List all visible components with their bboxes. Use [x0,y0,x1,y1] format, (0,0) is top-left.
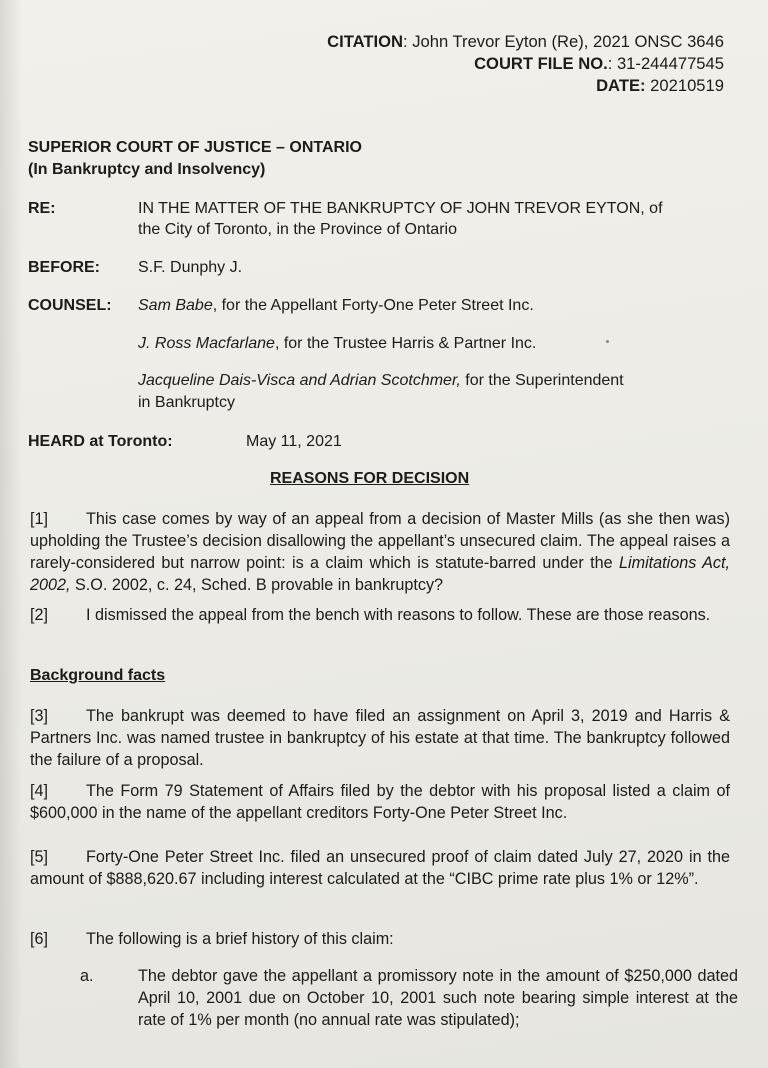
paragraph-3 [30,705,730,771]
counsel-3-name: Jacqueline Dais-Visca and Adrian Scotchmer, [138,372,461,389]
stray-mark [606,340,609,343]
counsel-1-role: , for the Appellant Forty-One Peter Street Inc. [212,297,534,314]
court-file-label: COURT FILE NO. [474,54,608,73]
date-line [596,76,724,96]
paragraph-1-number: [1] [30,510,48,528]
court-division: (In Bankruptcy and Insolvency) [28,161,266,178]
heard-value: May 11, 2021 [246,433,342,450]
counsel-entry-3 [138,372,624,390]
background-heading: Background facts [30,667,166,684]
counsel-1-name: Sam Babe [138,297,213,314]
paragraph-6-text: The following is a brief history of this claim: [86,930,394,948]
paragraph-5-text: Forty-One Peter Street Inc. filed an unsecured proof of claim dated July 27, 2020 in the amount of $888,620.67 including interest calculated at the “CIBC prime rate plus 1% or 12%”. [30,848,730,888]
page-shadow [0,0,22,1068]
sub-item-a-letter: a. [80,967,94,985]
reasons-heading: REASONS FOR DECISION [270,470,470,487]
paragraph-5-number: [5] [30,848,48,866]
counsel-entry-2 [138,335,536,353]
citation-line [327,32,724,52]
counsel-entry-1 [138,297,534,315]
court-name: SUPERIOR COURT OF JUSTICE – ONTARIO [28,139,362,156]
paragraph-4-text: The Form 79 Statement of Affairs filed by the debtor with his proposal listed a claim of $600,000 in the name of the appellant creditors Forty-One Peter Street Inc. [30,782,730,822]
date-label: DATE: [596,76,646,95]
counsel-label: COUNSEL: [28,297,112,314]
limitations-act-title: Limitations Act, 2002, [30,554,731,594]
paragraph-2-text: I dismissed the appeal from the bench with reasons to follow. These are those reasons. [86,606,711,624]
court-file-value: : 31-244477545 [607,54,724,73]
re-label: RE: [28,200,56,217]
paragraph-5 [30,846,730,890]
counsel-2-role: , for the Trustee Harris & Partner Inc. [274,335,537,352]
re-line-1: IN THE MATTER OF THE BANKRUPTCY OF JOHN TREVOR EYTON, of [138,200,663,217]
counsel-3-role: for the Superintendent [460,372,624,389]
paragraph-1-text-a: This case comes by way of an appeal from a decision of Master Mills (as she then was) upholding the Trustee’s decision disallowing the appellant’s unsecured claim. The appeal raises a rarely-considered but narrow point: is a claim which is statute-barred under the [30,510,730,572]
paragraph-4 [30,780,730,824]
citation-label: CITATION [327,32,404,51]
date-value: 20210519 [645,76,724,95]
paragraph-3-number: [3] [30,707,48,725]
paragraph-1-text-b: S.O. 2002, c. 24, Sched. B provable in bankruptcy? [70,576,444,594]
paragraph-6-number: [6] [30,930,48,948]
re-line-2: the City of Toronto, in the Province of Ontario [138,221,457,238]
heard-label: HEARD at Toronto: [28,433,173,450]
paragraph-6 [30,928,730,950]
citation-value: : John Trevor Eyton (Re), 2021 ONSC 3646 [403,32,724,51]
counsel-2-name: J. Ross Macfarlane [138,335,275,352]
court-file-line [474,54,724,74]
sub-item-a-text: The debtor gave the appellant a promissory note in the amount of $250,000 dated April 10, 2001 due on October 10, 2001 such note bearing simple interest at the rate of 1% per month (no annual rate was stipulated); [138,967,738,1029]
before-value: S.F. Dunphy J. [138,259,243,276]
counsel-entry-3-cont: in Bankruptcy [138,394,235,411]
paragraph-2-number: [2] [30,606,48,624]
paragraph-3-text: The bankrupt was deemed to have filed an assignment on April 3, 2019 and Harris & Partners Inc. was named trustee in bankruptcy of his estate at that time. The bankruptcy followed the failure of a proposal. [30,707,730,769]
paragraph-2 [30,604,730,626]
paragraph-1 [30,508,730,596]
before-label: BEFORE: [28,259,100,276]
paragraph-4-number: [4] [30,782,48,800]
